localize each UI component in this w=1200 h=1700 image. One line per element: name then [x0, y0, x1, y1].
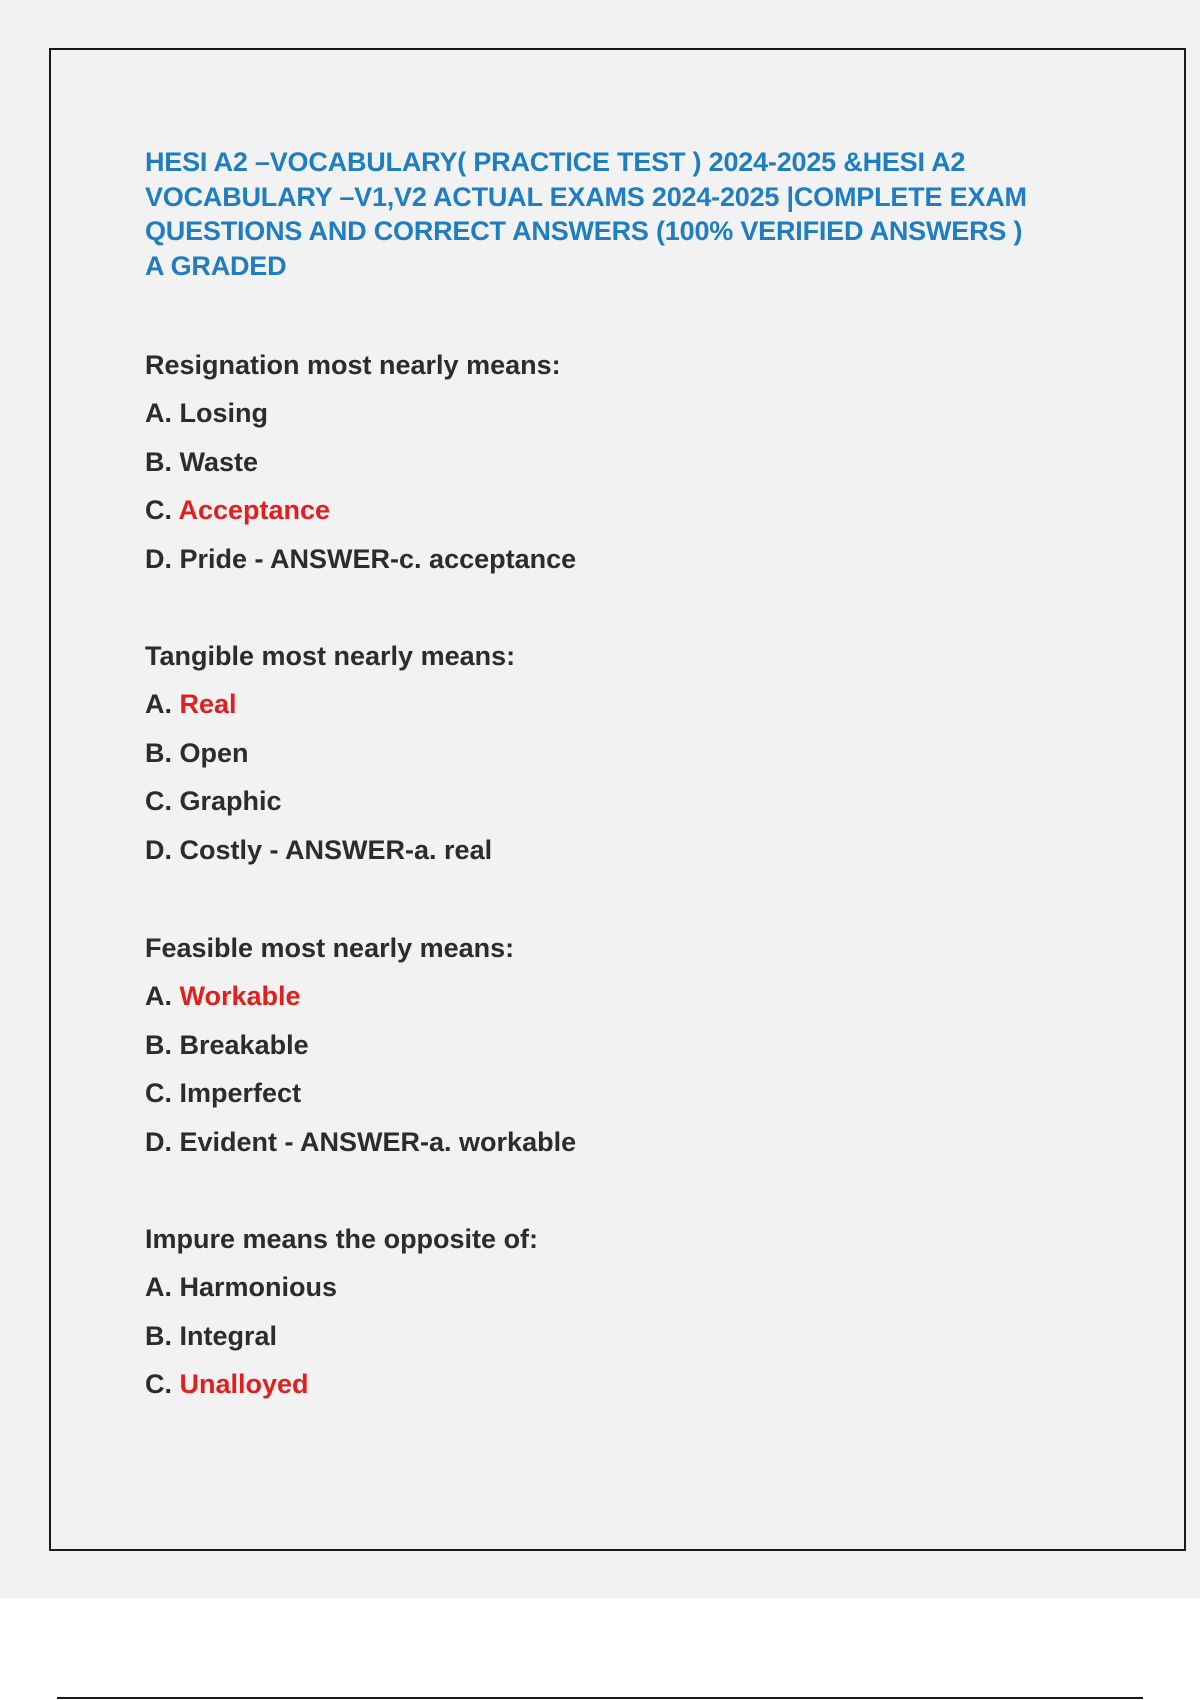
option-letter: C. [145, 495, 179, 525]
answer-option [145, 486, 576, 535]
option-text: Harmonious [179, 1272, 338, 1302]
question-block-resignation [145, 341, 576, 583]
answer-option [145, 535, 576, 584]
answer-option [145, 680, 515, 729]
option-text: Breakable [179, 1029, 309, 1060]
answer-option [145, 1263, 538, 1312]
answer-option [145, 972, 576, 1021]
option-text: Costly [179, 834, 263, 865]
correct-option-text: Workable [179, 981, 301, 1011]
option-letter: C. [145, 1369, 180, 1399]
answer-key: - ANSWER-a. workable [277, 1126, 577, 1157]
answer-option [145, 729, 515, 778]
answer-option [145, 1360, 538, 1409]
answer-option [145, 826, 515, 875]
option-letter: A. [145, 398, 180, 428]
option-letter: B. [145, 737, 180, 768]
option-letter: A. [145, 689, 180, 719]
answer-option [145, 389, 576, 438]
answer-option [145, 1118, 576, 1167]
option-text: Losing [179, 398, 269, 428]
answer-option [145, 1021, 576, 1070]
option-text: Evident [179, 1126, 278, 1157]
answer-key: - ANSWER-a. real [262, 834, 493, 865]
title-line: QUESTIONS AND CORRECT ANSWERS (100% VERIFIED ANSWERS ) [145, 216, 1023, 246]
question-prompt: Tangible most nearly means: [145, 641, 516, 671]
option-text: Pride [179, 543, 248, 574]
answer-option [145, 1069, 576, 1118]
footer-divider [57, 1697, 1143, 1699]
title-line: VOCABULARY –V1,V2 ACTUAL EXAMS 2024-2025 |COMPLETE EXAM [145, 181, 1027, 212]
question-prompt: Resignation most nearly means: [145, 350, 561, 380]
option-letter: C. [145, 1078, 180, 1108]
correct-option-text: Unalloyed [179, 1369, 309, 1399]
question-block-impure [145, 1215, 538, 1409]
option-text: Imperfect [179, 1078, 302, 1108]
option-letter: B. [145, 446, 180, 477]
question-block-feasible [145, 924, 576, 1166]
title-line: A GRADED [145, 250, 287, 281]
option-text: Graphic [179, 786, 282, 816]
answer-option [145, 1312, 538, 1361]
option-letter: B. [145, 1320, 180, 1351]
option-text: Integral [179, 1320, 278, 1351]
option-letter: B. [145, 1029, 180, 1060]
option-letter: D. [145, 543, 180, 574]
question-block-tangible [145, 632, 515, 874]
option-letter: A. [145, 1272, 180, 1302]
answer-option [145, 438, 576, 487]
question-prompt: Feasible most nearly means: [145, 933, 515, 963]
document-title [145, 145, 1095, 283]
correct-option-text: Real [179, 689, 237, 719]
option-text: Waste [179, 446, 259, 477]
option-letter: A. [145, 981, 180, 1011]
option-letter: D. [145, 834, 180, 865]
option-letter: D. [145, 1126, 180, 1157]
answer-key: - ANSWER-c. acceptance [247, 543, 577, 574]
question-prompt: Impure means the opposite of: [145, 1224, 539, 1254]
option-text: Open [179, 737, 249, 768]
answer-option [145, 777, 515, 826]
correct-option-text: Acceptance [178, 495, 331, 525]
title-line: HESI A2 –VOCABULARY( PRACTICE TEST ) 2024-2025 &HESI A2 [145, 147, 966, 177]
option-letter: C. [145, 786, 180, 816]
